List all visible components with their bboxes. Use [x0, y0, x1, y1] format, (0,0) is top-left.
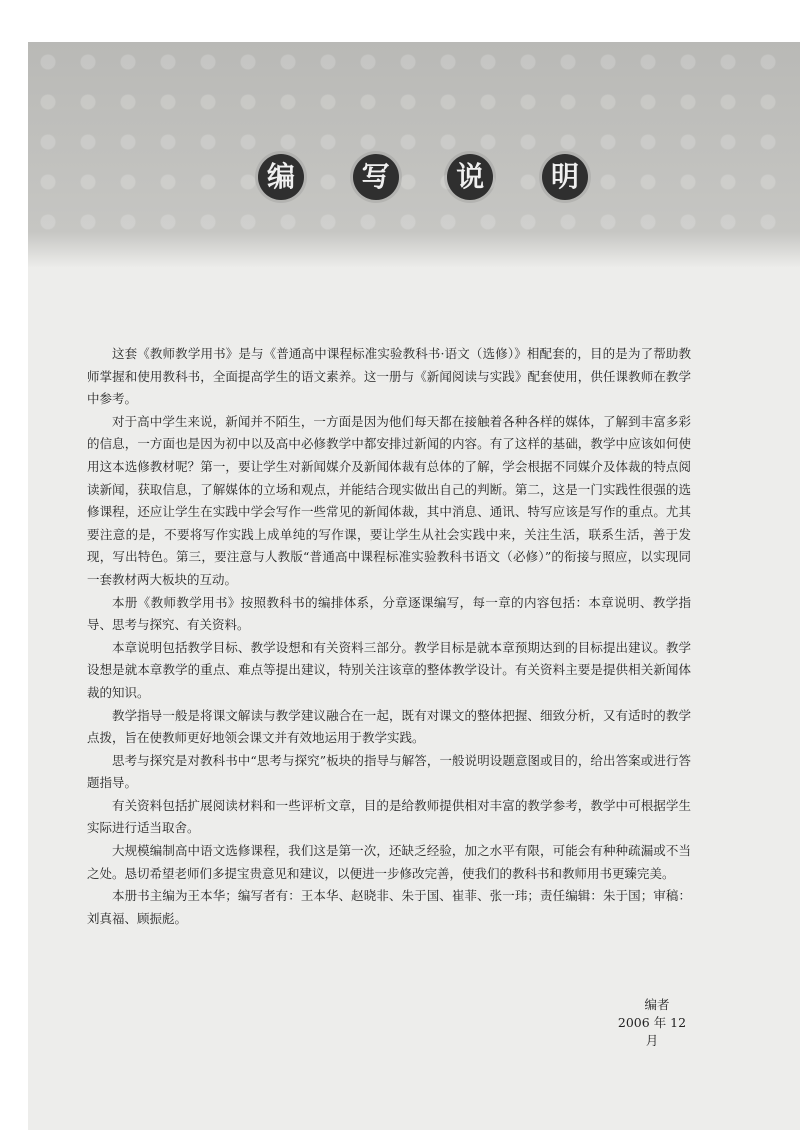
paragraph: 思考与探究是对教科书中“思考与探究”板块的指导与解答，一般说明设题意图或目的，给出答案或进行答题指导。 [87, 752, 691, 791]
paragraph: 本章说明包括教学目标、教学设想和有关资料三部分。教学目标是就本章预期达到的目标提出建议。教学设想是就本章教学的重点、难点等提出建议，特别关注该章的整体教学设计。有关资料主要是提供相关新闻体裁的知识。 [87, 639, 691, 700]
header-band [28, 42, 800, 232]
title-char: 说 [447, 154, 493, 200]
header-fade [28, 232, 800, 268]
paragraph: 有关资料包括扩展阅读材料和一些评析文章，目的是给教师提供相对丰富的教学参考，教学中可根据学生实际进行适当取舍。 [87, 797, 691, 836]
paragraph: 教学指导一般是将课文解读与教学建议融合在一起，既有对课文的整体把握、细致分析，又有适时的教学点拨，旨在使教师更好地领会课文并有效地运用于教学实践。 [87, 707, 691, 746]
paragraph: 本册书主编为王本华；编写者有：王本华、赵晓非、朱于国、崔菲、张一玮；责任编辑：朱于国；审稿：刘真福、顾振彪。 [87, 888, 691, 926]
body-text [87, 343, 691, 930]
title-char: 写 [353, 154, 399, 200]
signature-date: 2006 年 12 月 [617, 1015, 687, 1048]
title-char: 明 [542, 154, 588, 200]
signature [612, 996, 692, 1050]
paragraph: 本册《教师教学用书》按照教科书的编排体系，分章逐课编写，每一章的内容包括：本章说明、教学指导、思考与探究、有关资料。 [87, 594, 691, 633]
paragraph: 这套《教师教学用书》是与《普通高中课程标准实验教科书·语文（选修）》相配套的，目的是为了帮助教师掌握和使用教科书，全面提高学生的语文素养。这一册与《新闻阅读与实践》配套使用，供任课教师在教学中参考。 [87, 346, 691, 407]
paragraph: 对于高中学生来说，新闻并不陌生，一方面是因为他们每天都在接触着各种各样的媒体，了解到丰富多彩的信息，一方面也是因为初中以及高中必修教学中都安排过新闻的内容。有了这样的基础，教学中应该如何使用这本选修教材呢？第一，要让学生对新闻媒介及新闻体裁有总体的了解，学会根据不同媒介及体裁的特点阅读新闻，获取信息，了解媒体的立场和观点，并能结合现实做出自己的判断。第二，这是一门实践性很强的选修课程，还应让学生在实践中学会写作一些常见的新闻体裁，其中消息、通讯、特写应该是写作的重点。尤其要注意的是，不要将写作实践上成单纯的写作课，要让学生从社会实践中来，关注生活，联系生活，善于发现，写出特色。第三，要注意与人教版“普通高中课程标准实验教科书语文（必修）”的衔接与照应，以实现同一套教材两大板块的互动。 [87, 413, 691, 587]
title-char: 编 [258, 154, 304, 200]
page-title [258, 137, 588, 217]
paragraph: 大规模编制高中语文选修课程，我们这是第一次，还缺乏经验，加之水平有限，可能会有种种疏漏或不当之处。恳切希望老师们多提宝贵意见和建议，以便进一步修改完善，使我们的教科书和教师用书更臻完美。 [87, 843, 691, 881]
signature-org: 编者 [644, 997, 670, 1012]
